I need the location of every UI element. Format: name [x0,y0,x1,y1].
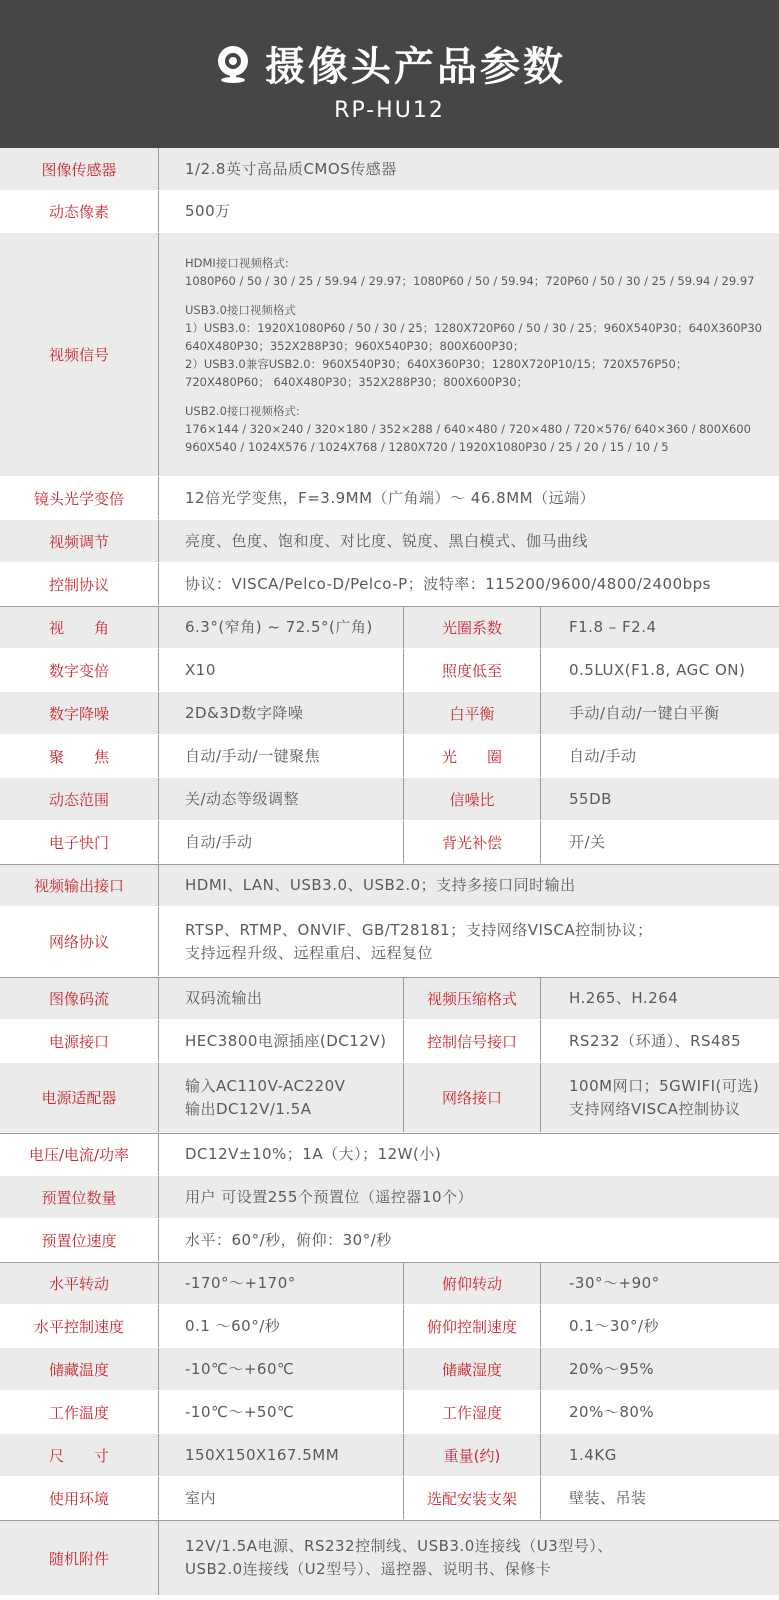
row-value: F1.8 – F2.4 [569,618,657,636]
row-label: 储藏温度 [0,1348,159,1390]
usb3-line: 1）USB3.0：1920X1080P60 / 50 / 30 / 25；1280X720P60 / 50 / 30 / 25；960X540P30；640X360P30 [185,320,762,335]
row-value: 150X150X167.5MM [159,1434,404,1476]
row-value: 0.1〜30°/秒 [569,1316,659,1335]
row-value: 6.3°(窄角) ~ 72.5°(广角) [159,607,404,648]
table-row [0,1133,779,1176]
row-label: 白平衡 [404,692,541,734]
row-label: 光圈系数 [404,607,541,648]
row-label: 随机附件 [0,1521,159,1595]
usb2-line: 176×144 / 320×240 / 320×180 / 352×288 / 640×480 / 720×480 / 720×576/ 640×360 / 800X600 [185,421,751,436]
table-row [0,1219,779,1262]
row-label: 视频调节 [0,520,159,562]
row-label: 数字降噪 [0,692,159,734]
row-label: 图像码流 [0,978,159,1019]
table-row [0,1477,779,1520]
table-row [0,692,779,735]
row-label: 背光补偿 [404,821,541,863]
row-value [159,1063,404,1132]
table-row [0,1262,779,1305]
row-label: 预置位数量 [0,1176,159,1218]
table-row [0,821,779,864]
hdmi-line: 1080P60 / 50 / 30 / 25 / 59.94 / 29.97；1080P60 / 50 / 59.94；720P60 / 50 / 30 / 25 / 59.94 / 29.97 [185,273,755,288]
row-value: 双码流输出 [159,978,404,1019]
table-row [0,1520,779,1596]
row-value: 55DB [569,789,612,808]
row-value [159,1521,779,1595]
table-row [0,864,779,907]
table-row [0,563,779,606]
row-label: 电源接口 [0,1020,159,1062]
row-value [541,1063,779,1132]
row-label: 镜头光学变倍 [0,477,159,519]
row-label: 选配安装支架 [404,1477,541,1519]
usb3-title: USB3.0接口视频格式 [185,302,296,317]
row-label: 图像传感器 [0,148,159,190]
value-line: 输入AC110V-AC220V [185,1076,346,1095]
row-value: 协议：VISCA/Pelco-D/Pelco-P；波特率：115200/9600/4800/2400bps [185,574,711,593]
row-value: 室内 [159,1477,404,1519]
row-label: 水平控制速度 [0,1305,159,1347]
row-value: 12倍光学变焦，F=3.9MM（广角端）〜 46.8MM（远端） [185,488,596,507]
row-label: 数字变倍 [0,649,159,691]
table-row [0,191,779,233]
row-value: RS232（环通）、RS485 [569,1031,742,1050]
row-value: -10℃〜+50℃ [159,1391,404,1433]
row-value: 手动/自动/一键白平衡 [569,703,720,722]
title-row [213,35,566,92]
usb3-line: 640X480P30；352X288P30；960X540P30；800X600P30； [185,338,525,353]
usb3-line: 720X480P60； 640X480P30；352X288P30；800X600P30； [185,374,529,389]
row-label: 照度低至 [404,649,541,691]
table-row [0,148,779,191]
row-value: HEC3800电源插座(DC12V) [159,1020,404,1062]
row-value [159,233,779,476]
row-label: 工作湿度 [404,1391,541,1433]
row-value: 水平：60°/秒，俯仰：30°/秒 [185,1230,392,1249]
row-label: 视 角 [0,607,159,648]
table-row [0,907,779,977]
row-value: 1/2.8英寸高品质CMOS传感器 [185,159,397,178]
row-value: 自动/手动 [159,821,404,863]
row-value: 500万 [185,202,231,220]
row-value: 亮度、色度、饱和度、对比度、锐度、黑白模式、伽马曲线 [185,531,589,550]
usb3-line: 2）USB3.0兼容USB2.0：960X540P30；640X360P30；1280X720P10/15；720X576P50； [185,356,688,371]
spec-table [0,148,779,1596]
table-row [0,1305,779,1348]
row-label: 重量(约) [404,1434,541,1476]
model-number: RP-HU12 [334,98,445,123]
row-label: 工作温度 [0,1391,159,1433]
table-row [0,649,779,692]
row-value: DC12V±10%；1A（大）；12W(小) [185,1145,442,1163]
row-value: 0.1 〜60°/秒 [159,1305,404,1347]
hdmi-formats [185,254,779,290]
usb2-formats [185,402,779,456]
value-line: 100M网口；5GWIFI(可选) [569,1076,760,1095]
row-label: 视频压缩格式 [404,978,541,1019]
row-label: 电压/电流/功率 [0,1134,159,1175]
row-label: 光 圈 [404,735,541,777]
row-label: 动态像素 [0,191,159,232]
hdmi-title: HDMI接口视频格式: [185,255,289,270]
table-row [0,1348,779,1391]
row-value: -30°〜+90° [569,1274,660,1292]
row-label: 控制信号接口 [404,1020,541,1062]
row-label: 聚 焦 [0,735,159,777]
table-row [0,1176,779,1219]
row-value: 壁装、吊装 [569,1488,647,1507]
row-label: 尺 寸 [0,1434,159,1476]
row-label: 控制协议 [0,563,159,605]
table-row [0,520,779,563]
row-label: 视频信号 [0,233,159,476]
page-title: 摄像头产品参数 [265,44,566,90]
table-row [0,977,779,1020]
row-value: 20%〜80% [569,1402,655,1421]
row-label: 预置位速度 [0,1219,159,1261]
row-label: 俯仰转动 [404,1263,541,1304]
table-row [0,735,779,778]
row-label: 网络协议 [0,907,159,976]
row-value: HDMI、LAN、USB3.0、USB2.0；支持多接口同时输出 [185,876,576,894]
row-value: 20%〜95% [569,1359,655,1378]
value-line: 支持网络VISCA控制协议 [569,1099,741,1118]
row-value: 开/关 [569,832,606,851]
table-row [0,1391,779,1434]
row-label: 使用环境 [0,1477,159,1519]
row-label: 视频输出接口 [0,865,159,906]
row-label: 储藏湿度 [404,1348,541,1390]
value-line: 支持远程升级、远程重启、远程复位 [185,943,434,962]
usb2-line: 960X540 / 1024X576 / 1024X768 / 1280X720 / 1920X1080P30 / 25 / 20 / 15 / 10 / 5 [185,439,669,454]
row-value: -170°〜+170° [159,1263,404,1304]
table-row [0,778,779,821]
row-value: 2D&3D数字降噪 [159,692,404,734]
row-label: 网络接口 [404,1063,541,1132]
row-label: 电子快门 [0,821,159,863]
row-value: 用户 可设置255个预置位（遥控器10个） [185,1187,473,1206]
row-value: 关/动态等级调整 [159,778,404,820]
value-line: RTSP、RTMP、ONVIF、GB/T28181；支持网络VISCA控制协议； [185,920,653,939]
table-row-video-signal [0,233,779,477]
row-value: 0.5LUX(F1.8, AGC ON) [569,660,746,679]
value-line: USB2.0连接线（U2型号）、遥控器、说明书、保修卡 [185,1560,552,1578]
row-value: 自动/手动 [569,746,637,765]
row-label: 信噪比 [404,778,541,820]
row-label: 水平转动 [0,1263,159,1304]
row-label: 俯仰控制速度 [404,1305,541,1347]
usb3-formats [185,301,779,391]
row-value [159,907,779,976]
row-value: -10℃〜+60℃ [159,1348,404,1390]
value-line: 12V/1.5A电源、RS232控制线、USB3.0连接线（U3型号）、 [185,1537,613,1555]
table-row [0,606,779,649]
table-row [0,477,779,520]
row-value: 1.4KG [569,1445,617,1464]
row-label: 电源适配器 [0,1063,159,1132]
table-row [0,1063,779,1133]
table-row [0,1434,779,1477]
row-value: 自动/手动/一键聚焦 [159,735,404,777]
webcam-icon [213,44,253,84]
table-row [0,1020,779,1063]
row-label: 动态范围 [0,778,159,820]
usb2-title: USB2.0接口视频格式: [185,403,300,418]
page-header [0,0,779,148]
row-value: H.265、H.264 [569,989,679,1007]
value-line: 输出DC12V/1.5A [185,1099,312,1118]
row-value: X10 [159,649,404,691]
